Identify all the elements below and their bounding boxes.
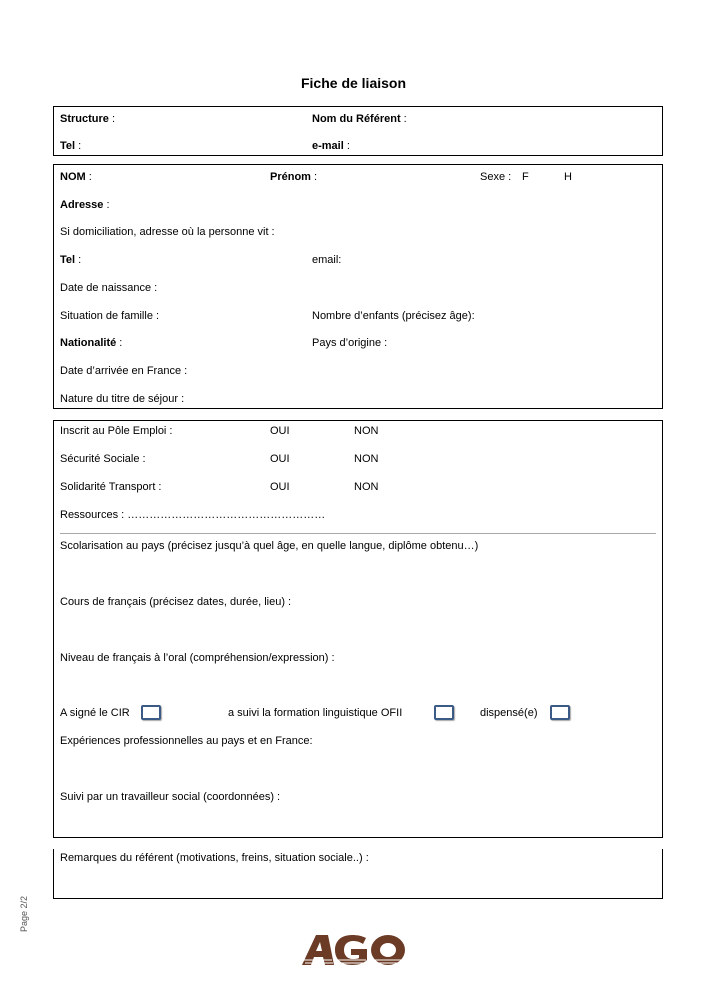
securite-oui[interactable]: OUI: [270, 453, 290, 465]
ofii-checkbox[interactable]: [434, 705, 454, 720]
ressources-field[interactable]: Ressources : ………………………………………………: [60, 509, 326, 521]
page-number: Page 2/2: [19, 895, 29, 932]
suivi-field[interactable]: Suivi par un travailleur social (coordonnées) :: [60, 791, 281, 803]
prenom-field[interactable]: Prénom :: [270, 171, 318, 183]
cours-field[interactable]: Cours de français (précisez dates, durée, lieu) :: [60, 596, 292, 608]
pole-emploi-label: Inscrit au Pôle Emploi :: [60, 425, 173, 437]
domiciliation-field[interactable]: Si domiciliation, adresse où la personne vit :: [60, 226, 275, 238]
transport-oui[interactable]: OUI: [270, 481, 290, 493]
referent-field[interactable]: Nom du Référent :: [312, 113, 407, 125]
dispense-label: dispensé(e): [480, 707, 538, 719]
pole-emploi-non[interactable]: NON: [354, 425, 379, 437]
situation-field[interactable]: Situation de famille :: [60, 310, 160, 322]
scolarisation-field[interactable]: Scolarisation au pays (précisez jusqu’à quel âge, en quelle langue, diplôme obtenu…): [60, 540, 479, 552]
remarques-field[interactable]: Remarques du référent (motivations, freins, situation sociale..) :: [60, 852, 369, 864]
tel2-label: Tel: [60, 254, 76, 266]
sexe-label: Sexe :: [480, 171, 512, 183]
identity-section: [53, 164, 663, 409]
prenom-label: Prénom: [270, 171, 311, 183]
pays-field[interactable]: Pays d’origine :: [312, 337, 388, 349]
ofii-label: a suivi la formation linguistique OFII: [228, 707, 403, 719]
transport-label: Solidarité Transport :: [60, 481, 162, 493]
tel-field[interactable]: Tel :: [60, 140, 82, 152]
niveau-field[interactable]: Niveau de français à l’oral (compréhension/expression) :: [60, 652, 335, 664]
email-label: e-mail: [312, 140, 344, 152]
arrivee-field[interactable]: Date d’arrivée en France :: [60, 365, 188, 377]
email2-field[interactable]: email:: [312, 254, 342, 266]
experiences-field[interactable]: Expériences professionnelles au pays et en France:: [60, 735, 313, 747]
nom-label: NOM: [60, 171, 86, 183]
structure-label: Structure: [60, 113, 109, 125]
titre-field[interactable]: Nature du titre de séjour :: [60, 393, 185, 405]
structure-field[interactable]: Structure :: [60, 113, 116, 125]
situation-section: [53, 420, 663, 838]
sexe-h-option[interactable]: H: [564, 171, 572, 183]
ago-logo: [302, 934, 406, 966]
cir-label: A signé le CIR: [60, 707, 130, 719]
nationalite-field[interactable]: Nationalité :: [60, 337, 123, 349]
cir-checkbox[interactable]: [141, 705, 161, 720]
adresse-label: Adresse: [60, 199, 104, 211]
page-title: Fiche de liaison: [300, 75, 407, 91]
naissance-field[interactable]: Date de naissance :: [60, 282, 158, 294]
tel2-field[interactable]: Tel :: [60, 254, 82, 266]
remarks-section: [53, 849, 663, 899]
sexe-f-option[interactable]: F: [522, 171, 529, 183]
email-field[interactable]: e-mail :: [312, 140, 350, 152]
nom-field[interactable]: NOM :: [60, 171, 92, 183]
securite-label: Sécurité Sociale :: [60, 453, 146, 465]
nationalite-label: Nationalité: [60, 337, 117, 349]
pole-emploi-oui[interactable]: OUI: [270, 425, 290, 437]
adresse-field[interactable]: Adresse :: [60, 199, 110, 211]
dispense-checkbox[interactable]: [550, 705, 570, 720]
enfants-field[interactable]: Nombre d’enfants (précisez âge):: [312, 310, 475, 322]
securite-non[interactable]: NON: [354, 453, 379, 465]
structure-section: [53, 106, 663, 156]
transport-non[interactable]: NON: [354, 481, 379, 493]
referent-label: Nom du Référent: [312, 113, 401, 125]
tel-label: Tel: [60, 140, 76, 152]
divider: [60, 533, 656, 534]
